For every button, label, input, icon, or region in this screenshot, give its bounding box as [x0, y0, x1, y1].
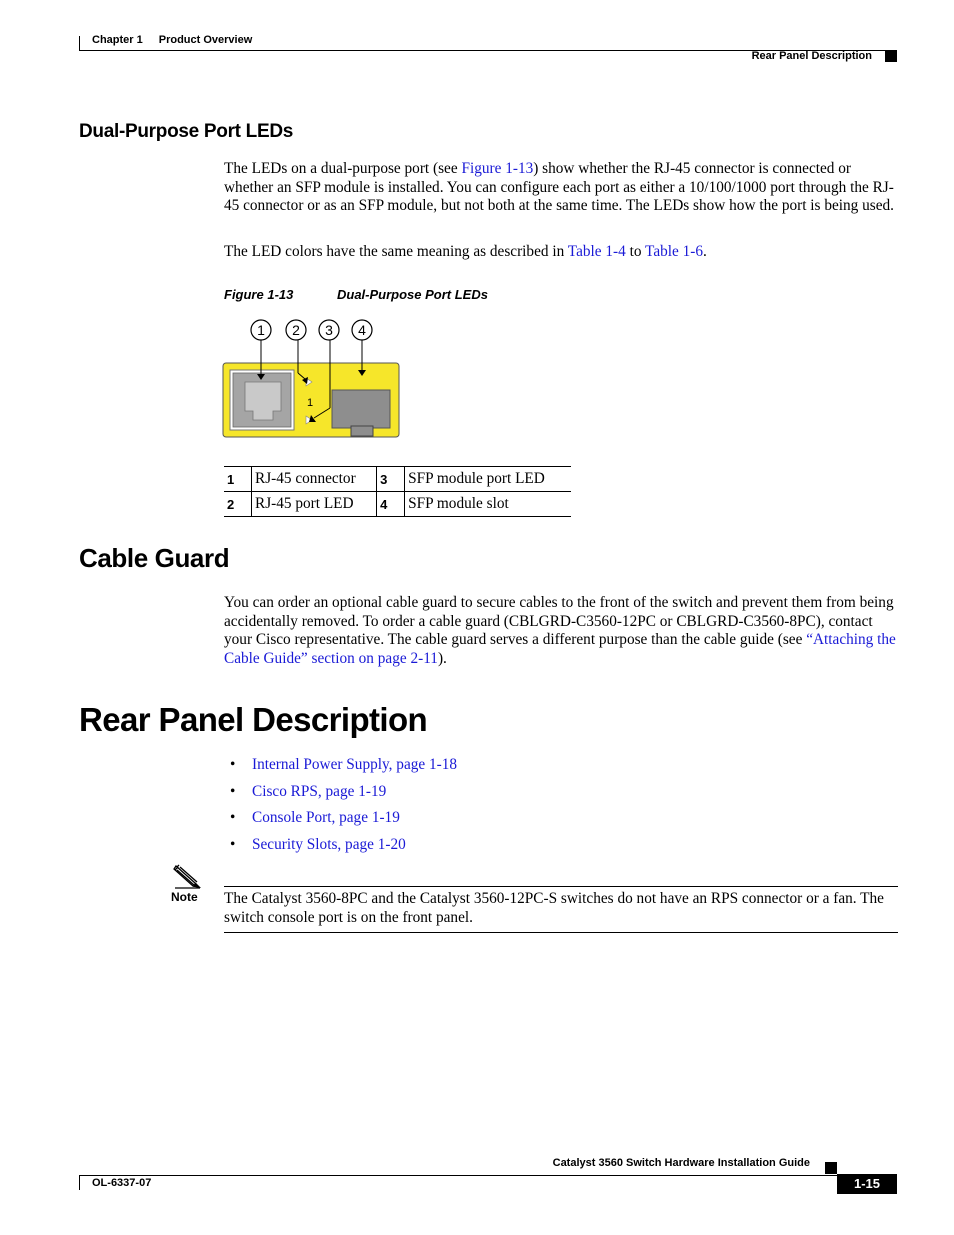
note-text: The Catalyst 3560-8PC and the Catalyst 3560-12PC-S switches do not have an RPS connector or a fan. The switch console port is on the front panel. [224, 890, 884, 926]
chapter-title: Product Overview [158, 34, 253, 46]
legend-description: RJ-45 port LED [252, 492, 377, 517]
header-marker [885, 51, 897, 62]
list-item [230, 782, 457, 809]
footer-guide-title: Catalyst 3560 Switch Hardware Installation Guide [552, 1157, 810, 1169]
note-rule-top [224, 886, 898, 887]
legend-number: 2 [224, 492, 252, 517]
cable-guide-section-link[interactable]: “Attaching the Cable Guide” section on page 2-11 [224, 631, 896, 668]
bullet: • [230, 836, 236, 854]
table-link-1-4[interactable]: Table 1-4 [567, 243, 626, 260]
text: The LEDs on a dual-purpose port (see [224, 160, 462, 177]
cisco-rps-link[interactable]: Cisco RPS, page 1-19 [252, 782, 387, 800]
rj45-connector [230, 370, 294, 430]
footer-rule-tick [79, 1175, 80, 1190]
chapter-number: Chapter 1 [92, 34, 143, 46]
legend-description: SFP module port LED [405, 467, 571, 492]
figure-title: Dual-Purpose Port LEDs [337, 287, 488, 302]
svg-text:3: 3 [325, 322, 333, 338]
callout-3 [319, 320, 339, 340]
figure-legend-table [224, 466, 571, 517]
note-rule-bottom [224, 932, 898, 933]
legend-number: 1 [224, 467, 252, 492]
running-header-section: Rear Panel Description [751, 50, 872, 62]
list-item [230, 755, 457, 782]
footer-rule [79, 1175, 897, 1176]
header-rule-tick [79, 36, 80, 51]
text: The LED colors have the same meaning as described in [224, 243, 568, 260]
rear-panel-link-list [230, 755, 457, 862]
footer-marker [825, 1162, 837, 1174]
callout-2 [286, 320, 306, 340]
text: You can order an optional cable guard to secure cables to the front of the switch and prevent them from being accidentally removed. To order a cable guard (CBLGRD-C3560-12PC or CBLGRD-C3560-8PC), contact your Cisco representative. The cable guard serves a different purpose than the cable guide (see [224, 594, 894, 649]
text: ) show whether the RJ-45 connector is connected or whether an SFP module is installed. You can configure each port as either a 10/100/1000 port through the RJ-45 connector or as an SFP module, but not both at the same time. The LEDs show how the port is being used. [224, 160, 894, 215]
dual-purpose-port-illustration [220, 316, 404, 442]
list-item [230, 835, 457, 862]
text: ). [437, 650, 447, 668]
svg-text:2: 2 [292, 322, 300, 338]
port-number-label: 1 [307, 397, 314, 409]
section-heading-rear-panel: Rear Panel Description [79, 701, 428, 738]
table-row [224, 467, 571, 492]
callout-1 [251, 320, 271, 340]
console-port-link[interactable]: Console Port, page 1-19 [252, 809, 400, 827]
footer-doc-number: OL-6337-07 [92, 1177, 152, 1189]
legend-description: SFP module slot [405, 492, 571, 517]
bullet: • [230, 782, 236, 800]
legend-description: RJ-45 connector [252, 467, 377, 492]
security-slots-link[interactable]: Security Slots, page 1-20 [252, 836, 406, 854]
text: . [703, 243, 707, 260]
dual-purpose-paragraph-1 [224, 160, 896, 216]
callout-4 [352, 320, 372, 340]
page-number: 1-15 [837, 1174, 897, 1194]
figure-caption [224, 287, 488, 302]
section-heading-dual-purpose: Dual-Purpose Port LEDs [79, 121, 294, 142]
bullet: • [230, 809, 236, 827]
internal-power-supply-link[interactable]: Internal Power Supply, page 1-18 [252, 756, 458, 773]
legend-number: 4 [377, 492, 405, 517]
running-header-chapter [92, 34, 252, 46]
text: to [625, 243, 646, 260]
note-label: Note [171, 890, 198, 904]
svg-text:1: 1 [257, 322, 265, 338]
table-row [224, 492, 571, 517]
legend-number: 3 [377, 467, 405, 492]
figure-number: Figure 1-13 [224, 287, 294, 302]
list-item [230, 808, 457, 835]
section-heading-cable-guard: Cable Guard [79, 543, 230, 573]
bullet: • [230, 756, 236, 773]
pencil-icon [173, 863, 201, 889]
figure-link[interactable]: Figure 1-13 [461, 160, 534, 177]
table-link-1-6[interactable]: Table 1-6 [645, 243, 704, 260]
svg-text:4: 4 [358, 322, 366, 338]
cable-guard-paragraph [224, 594, 896, 669]
dual-purpose-paragraph-2 [224, 243, 896, 262]
